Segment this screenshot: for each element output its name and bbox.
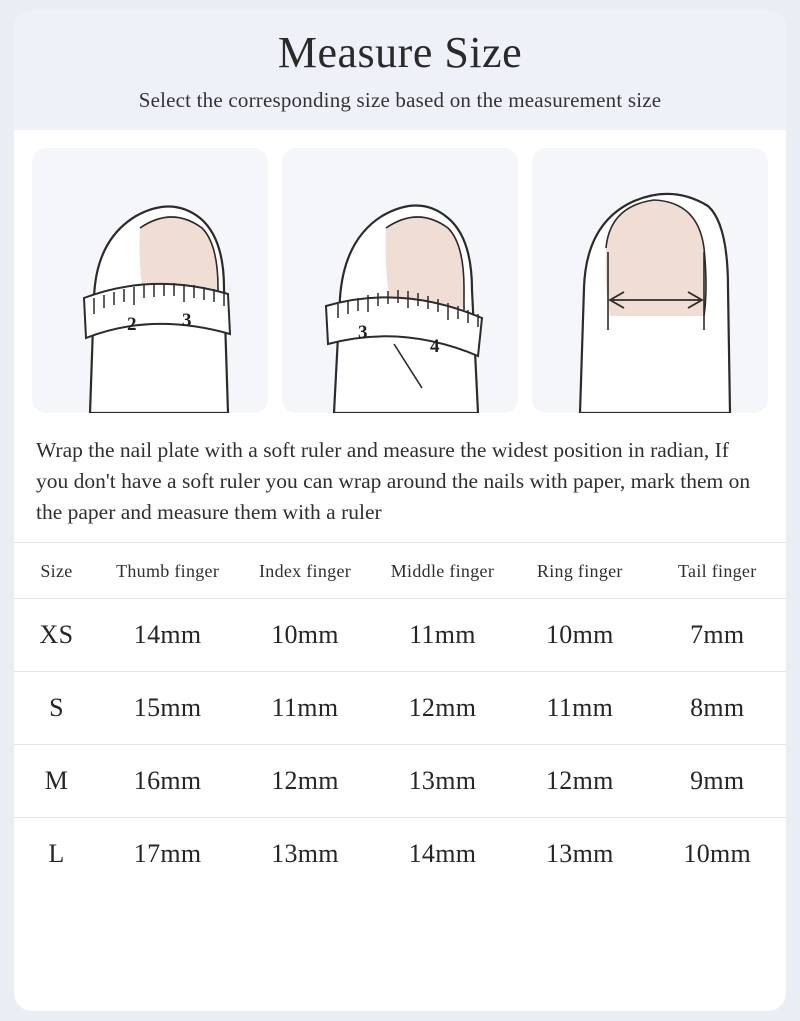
column-header-tail-finger: Tail finger <box>649 543 786 599</box>
column-header-size: Size <box>14 543 99 599</box>
cell-tail: 9mm <box>649 745 786 818</box>
finger-with-width-arrow-icon <box>532 148 768 413</box>
size-table <box>14 542 786 890</box>
column-header-middle-finger: Middle finger <box>374 543 511 599</box>
illustration-index-measure <box>282 148 518 413</box>
table-header-row <box>14 543 786 599</box>
page-subtitle: Select the corresponding size based on the measurement size <box>138 88 662 112</box>
cell-ring: 12mm <box>511 745 648 818</box>
table-row <box>14 599 786 672</box>
cell-middle: 13mm <box>374 745 511 818</box>
cell-thumb: 14mm <box>99 599 236 672</box>
header <box>14 10 786 130</box>
cell-index: 11mm <box>236 672 373 745</box>
cell-size: S <box>14 672 99 745</box>
cell-thumb: 15mm <box>99 672 236 745</box>
cell-size: M <box>14 745 99 818</box>
column-header-index-finger: Index finger <box>236 543 373 599</box>
cell-thumb: 16mm <box>99 745 236 818</box>
measure-instructions: Wrap the nail plate with a soft ruler and measure the widest position in radian, If you don't have a soft ruler you can wrap around the nails with paper, mark them on the paper and measure them with a ruler <box>36 438 751 524</box>
column-header-ring-finger: Ring finger <box>511 543 648 599</box>
column-header-thumb-finger: Thumb finger <box>99 543 236 599</box>
illustration-width-arrow <box>532 148 768 413</box>
cell-ring: 10mm <box>511 599 648 672</box>
cell-tail: 8mm <box>649 672 786 745</box>
cell-size: L <box>48 839 65 868</box>
ruler-label-3: 3 <box>182 310 192 331</box>
cell-tail: 10mm <box>683 839 752 868</box>
ruler-label-2: 2 <box>127 314 137 335</box>
cell-middle: 14mm <box>408 839 477 868</box>
cell-middle: 11mm <box>374 599 511 672</box>
cell-tail: 7mm <box>649 599 786 672</box>
finger-with-soft-ruler-index-icon <box>282 148 518 413</box>
cell-size: XS <box>14 599 99 672</box>
illustration-row <box>14 130 786 419</box>
finger-with-soft-ruler-thumb-icon <box>32 148 268 413</box>
ruler-label-3: 3 <box>358 322 368 343</box>
size-guide-card <box>14 10 786 1011</box>
cell-index: 13mm <box>271 839 339 868</box>
table-row <box>14 818 786 891</box>
illustration-thumb-measure <box>32 148 268 413</box>
table-row <box>14 745 786 818</box>
cell-index: 12mm <box>236 745 373 818</box>
cell-middle: 12mm <box>374 672 511 745</box>
ruler-label-4: 4 <box>430 336 440 357</box>
cell-thumb: 17mm <box>133 839 202 868</box>
table-row <box>14 672 786 745</box>
cell-ring: 11mm <box>511 672 648 745</box>
cell-index: 10mm <box>236 599 373 672</box>
cell-ring: 13mm <box>546 839 614 868</box>
page-title: Measure Size <box>277 28 523 77</box>
